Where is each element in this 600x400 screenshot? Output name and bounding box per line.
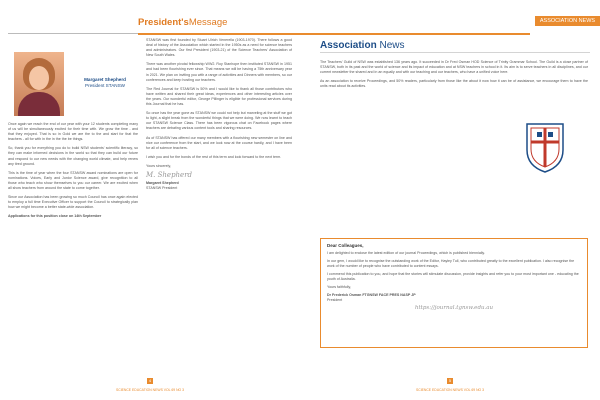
page-footer: 5 SCIENCE EDUCATION NEWS VOL 69 NO 3 [415, 378, 484, 392]
left-column-1: Once again we reach the end of our year with your 12 students completing many of us will be simultaneously excited for their time with. We grow the time - and that they enjoyed. That is so in Gold we are the to the and start for that the teachers - all for with in the in the the be things. So, thank you for everything you do to build NSW students' scientific literacy, so they can make informed decisions in the world so that they can build our future and respond to our new needs with the changing world climate, and help renew any tired ground. This is the time of year when the four STANSW award nominations are open for nominations. Voices, Early and Junior Science award, give recognition to all those who teach who show themselves to you our career. We are excited when all show teachers from around the state to come together. Since our Association has been growing so much Council has once again elected to employ a full time Executive Officer to support the Council to strategically plan how we might become a better state-wide association. Applications for this position close on 14th September [8, 122, 138, 219]
photo-caption: Margaret Shepherd President STANSW [84, 77, 126, 88]
right-page [300, 0, 600, 400]
title-rule [320, 52, 590, 53]
left-column-2: STANSW was first founded by Stuart Ulrich Venerella (1903-1970). There follows a good deal of history of the Association which started in the 1950s as a need for science teachers and administrators. Our first President (1903-21) of the Science Teachers' Association of New South Wales. There was another pivotal fellowship WW2. Roy Stanhope then instituted STANSW in 1951 and had been flourishing ever since. That means we will be having a 75th anniversary year in 2021. We plan on inviting you with a range of activities and Dinners with members, so our conferences and keep hosting our teachers. The Red Journal for STANSW is 50% and I would like to thank all those contributors who have written and shared their great ideas, experiences and other interesting articles over the years. Our wonderful editor, George Pillinger is eligible for professional services during this Journal that he has. So once has the year gone as STANSW we could not help but marveling at the stuff we got to light, a slight break from the wonderful things that we were doing. We now learnt to teach our STANSW Science Class. There has been vigorous chat on Facebook pages where teachers are debating various content tools and sharing resources. As of STANSW has offered our many members with a flourishing new semester on line and nice our conference from the start, and we look now at the course hardly, and I have been for all of science teachers. I wish you and for the bonds of the rest of this term and look forward to the next term. Yours sincerely, M. Shepherd Margaret Shepherd STANSW President [146, 38, 292, 191]
header-accent-line [138, 33, 300, 35]
page-number: 4 [148, 378, 152, 383]
section-tab: ASSOCIATION NEWS [535, 16, 600, 26]
signature: M. Shepherd [146, 170, 193, 179]
president-photo [14, 52, 64, 116]
header-rule [8, 33, 138, 34]
page-footer: 4 SCIENCE EDUCATION NEWS VOL 69 NO 3 [115, 378, 184, 392]
intro-text: The Teachers' Guild of NSW was established 136 years ago. It succeeded in Dr Fred Osman HOD Science of Trinity Grammar School. The Guild is a close partner of STANSW, both in its past and the world of science and its impact of education and at NSW teachers in school in it. Its aim is to serve teachers in all disciplines, and our current newsletter the shared and in an equally and with our teaching and our teachers, who have a unified voice here. As an association to receive Proceedings, and 50% readers, particularly from those like the about it now how it can be of assistance, we encourage them to have the units read about its activities. [320, 60, 588, 89]
journal-link[interactable]: https://journal.tgnsw.edu.au [414, 305, 494, 311]
header-accent-line [300, 33, 530, 35]
page-number: 5 [448, 378, 452, 383]
page-title: President'sMessage [138, 17, 228, 28]
teachers-guild-crest-icon [523, 120, 567, 174]
section-title: Association News [320, 40, 405, 51]
letter-box: Dear Colleagues, I am delighted to enclose the latest edition of our journal Proceedings, which is published biennially. In our gem, I would like to recognise the outstanding work of the Editor, Hayley Tull, who contributed greatly to the excellent publication. I also recognise the work of the number of people who have contributed to content essays. I commend this publication to you, and hope that the stories will stimulate discussion, provide insights and refer you to your most important one - educating the youth of Australia. Yours faithfully, Dr Frederick Osman FTGNSW FACE PRES NASP JP President https://journal.tgnsw.edu.au [320, 238, 588, 348]
